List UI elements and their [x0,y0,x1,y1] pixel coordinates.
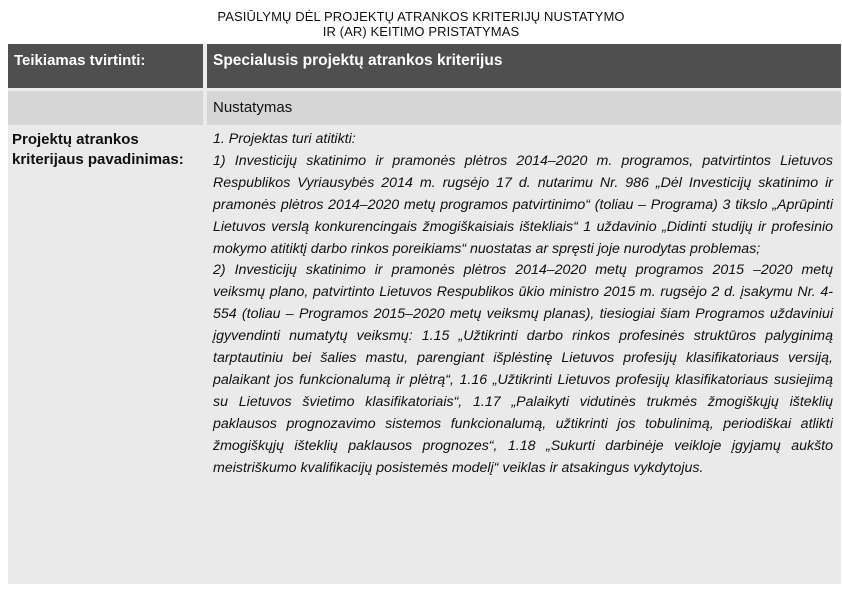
row2-left-cell [8,91,203,125]
header-left-cell: Teikiamas tvirtinti: [8,44,203,88]
header-right-cell: Specialusis projektų atrankos kriterijus [207,44,841,88]
criterion-item-1: 1) Investicijų skatinimo ir pramonės plėtros 2014–2020 m. programos, patvirtintos Lietuvos Respublikos Vyriausybės 2014 m. rugsėjo 17 d. nutarimu Nr. 986 „Dėl Investicijų skatinimo ir pramonės plėtros 2014–2020 metų programos patvirtinimo“ (toliau – Programa) 3 tikslo „Aprūpinti Lietuvos verslą konkurencingais žmogiškaisiais ištekliais“ 1 uždavinio „Didinti studijų ir profesinio mokymo atitiktį darbo rinkos poreikiams“ nuostatas ar spręsti joje nurodytas problemas; [213,152,833,257]
document-title [0,9,842,39]
criterion-description [207,128,841,584]
criterion-intro: 1. Projektas turi atitikti: [213,131,356,147]
criteria-table [8,44,841,584]
criterion-name-label: Projektų atrankos kriterijaus pavadinimas: [8,128,203,584]
title-line-2: IR (AR) KEITIMO PRISTATYMAS [322,24,520,39]
row2-right-cell: Nustatymas [207,91,841,125]
criterion-item-2: 2) Investicijų skatinimo ir pramonės plėtros 2014–2020 metų programos 2015 –2020 metų veiksmų plano, patvirtinto Lietuvos Respublikos ūkio ministro 2015 m. rugsėjo 2 d. įsakymu Nr. 4-554 (toliau – Programos 2015–2020 metų veiksmų planas), tiesiogiai šiam Programos uždaviniui įgyvendinti numatytų veiksmų: 1.15 „Užtikrinti darbo rinkos profesinės struktūros palyginimą tarptautiniu bei šalies mastu, parengiant išplėstinę Lietuvos profesijų klasifikatoriaus versiją, palaikant jos funkcionalumą ir plėtrą“, 1.16 „Užtikrinti Lietuvos profesijų klasifikatoriaus susiejimą su Lietuvos švietimo klasifikatoriais“, 1.17 „Palaikyti vidutinės trukmės žmogiškųjų išteklių paklausos prognozavimo sistemos funkcionalumą, užtikrinti jos tobulinimą, periodiškai atlikti žmogiškųjų išteklių paklausos prognozes“, 1.18 „Sukurti darbinėje veikloje įgyjamų aukšto meistriškumo kvalifikacijų posistemės modelį“ veiklas ir atsakingus vykdytojus. [213,262,833,476]
title-line-1: PASIŪLYMŲ DĖL PROJEKTŲ ATRANKOS KRITERIJŲ NUSTATYMO [217,9,625,24]
